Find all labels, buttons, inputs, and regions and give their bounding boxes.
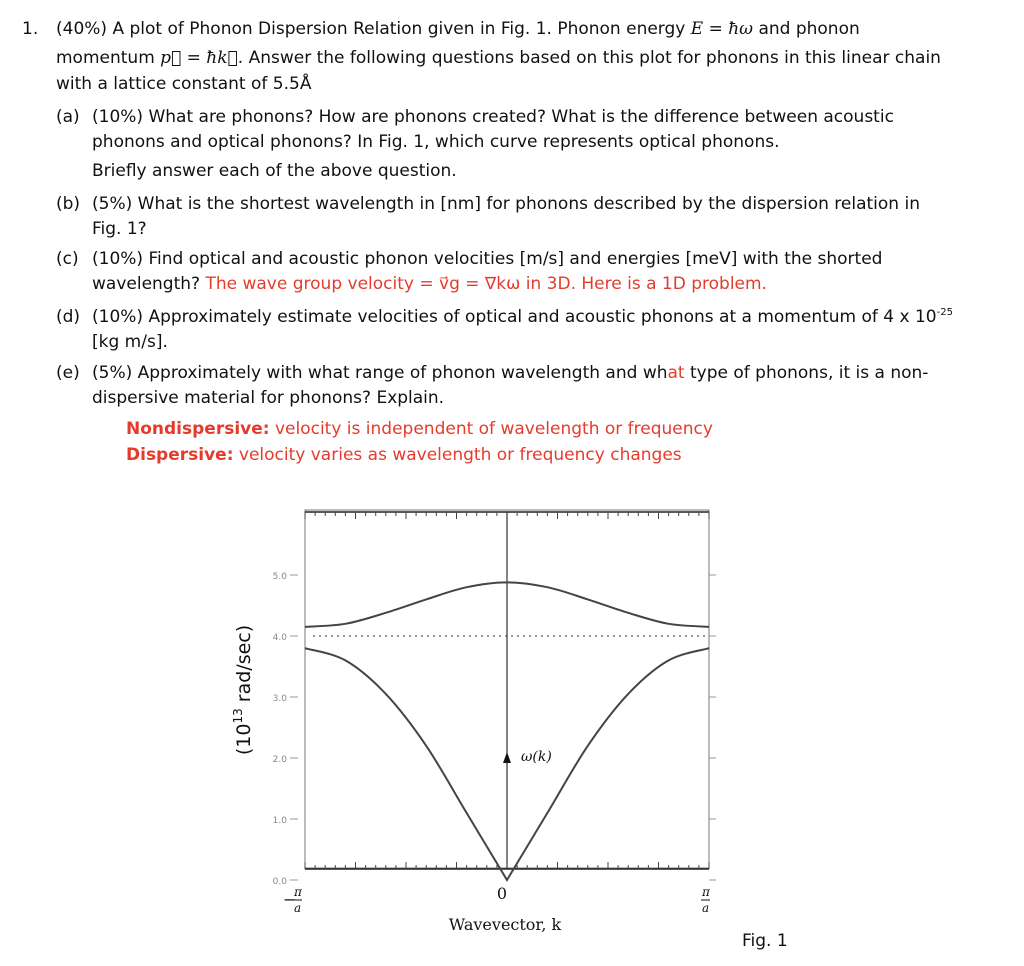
svg-text:−: −: [283, 890, 297, 909]
question-line2-text: momentum: [56, 48, 155, 68]
y-tick-label: 0.0: [272, 877, 287, 887]
y-tick-label: 4.0: [272, 633, 287, 643]
part-d-label: (d): [56, 307, 81, 327]
svg-text:π: π: [702, 885, 710, 899]
part-b-label: (b): [56, 194, 81, 214]
group-velocity-hint: The wave group velocity = v⃗g = ∇kω in 3D. Here is a 1D problem.: [205, 274, 767, 294]
part-e-line1-tail: type of phonons, it is a non-: [684, 363, 929, 383]
momentum-equation: p⃗ = ħk⃗.: [160, 48, 244, 68]
note-nondispersive-term: Nondispersive:: [126, 419, 270, 439]
note-dispersive-term: Dispersive:: [126, 445, 234, 465]
question-number: 1.: [22, 19, 39, 39]
x-tick-left: [283, 885, 303, 915]
y-tick-label: 3.0: [272, 694, 287, 704]
part-c-label: (c): [56, 249, 79, 269]
note-dispersive-text: velocity varies as wavelength or frequency changes: [233, 445, 682, 465]
part-a-line3: Briefly answer each of the above question.: [92, 161, 457, 181]
part-e-label: (e): [56, 363, 80, 383]
svg-text:a: a: [702, 901, 710, 915]
figure-caption: Fig. 1: [742, 931, 788, 951]
part-b-line1: (5%) What is the shortest wavelength in [nm] for phonons described by the dispersion relation in: [92, 194, 920, 214]
omega-annotation: ω(k): [521, 748, 552, 765]
y-tick-label: 1.0: [272, 816, 287, 826]
y-axis-label-exp: 13: [231, 708, 245, 724]
x-axis-label: Wavevector, k: [448, 915, 562, 934]
part-e-line1-text: (5%) Approximately with what range of phonon wavelength and wh: [92, 363, 668, 383]
part-a-line2: phonons and optical phonons? In Fig. 1, which curve represents optical phonons.: [92, 132, 780, 152]
y-tick-labels: [273, 572, 298, 887]
part-b-line2: Fig. 1?: [92, 219, 147, 239]
y-tick-label: 2.0: [272, 755, 287, 765]
note-nondispersive-text: velocity is independent of wavelength or frequency: [269, 419, 713, 439]
question-line1-tail: and phonon: [758, 19, 860, 39]
y-axis-label-base: (10: [233, 723, 255, 756]
part-c-line2-text: wavelength?: [92, 274, 201, 294]
question-line1-text: (40%) A plot of Phonon Dispersion Relation given in Fig. 1. Phonon energy: [56, 19, 686, 39]
x-tick-right: [701, 885, 711, 915]
x-tick-zero: 0: [496, 884, 508, 903]
svg-text:a: a: [294, 901, 302, 915]
tick-marks: [305, 512, 716, 880]
part-a-label: (a): [56, 107, 80, 127]
part-c-line1: (10%) Find optical and acoustic phonon velocities [m/s] and energies [meV] with the shorted: [92, 249, 883, 269]
part-d-exponent: -25: [936, 307, 953, 318]
part-d-line2: [kg m/s].: [92, 332, 168, 352]
question-line2-tail: Answer the following questions based on this plot for phonons in this linear chain: [248, 48, 941, 68]
question-line3: with a lattice constant of 5.5Å: [56, 74, 312, 94]
y-tick-label: 5.0: [272, 572, 287, 582]
svg-text:π: π: [294, 885, 302, 899]
y-axis-label-rest: rad/sec): [233, 624, 255, 709]
part-d-line1-text: (10%) Approximately estimate velocities of optical and acoustic phonons at a momentum of 4 x 10: [92, 307, 937, 327]
omega-arrow-icon: [503, 752, 511, 763]
energy-equation: E = ħω: [690, 19, 754, 39]
part-a-line1: (10%) What are phonons? How are phonons created? What is the difference between acoustic: [92, 107, 894, 127]
part-e-line2: dispersive material for phonons? Explain.: [92, 388, 445, 408]
part-e-red-fragment: at: [667, 363, 685, 383]
y-axis-label: [231, 625, 255, 755]
